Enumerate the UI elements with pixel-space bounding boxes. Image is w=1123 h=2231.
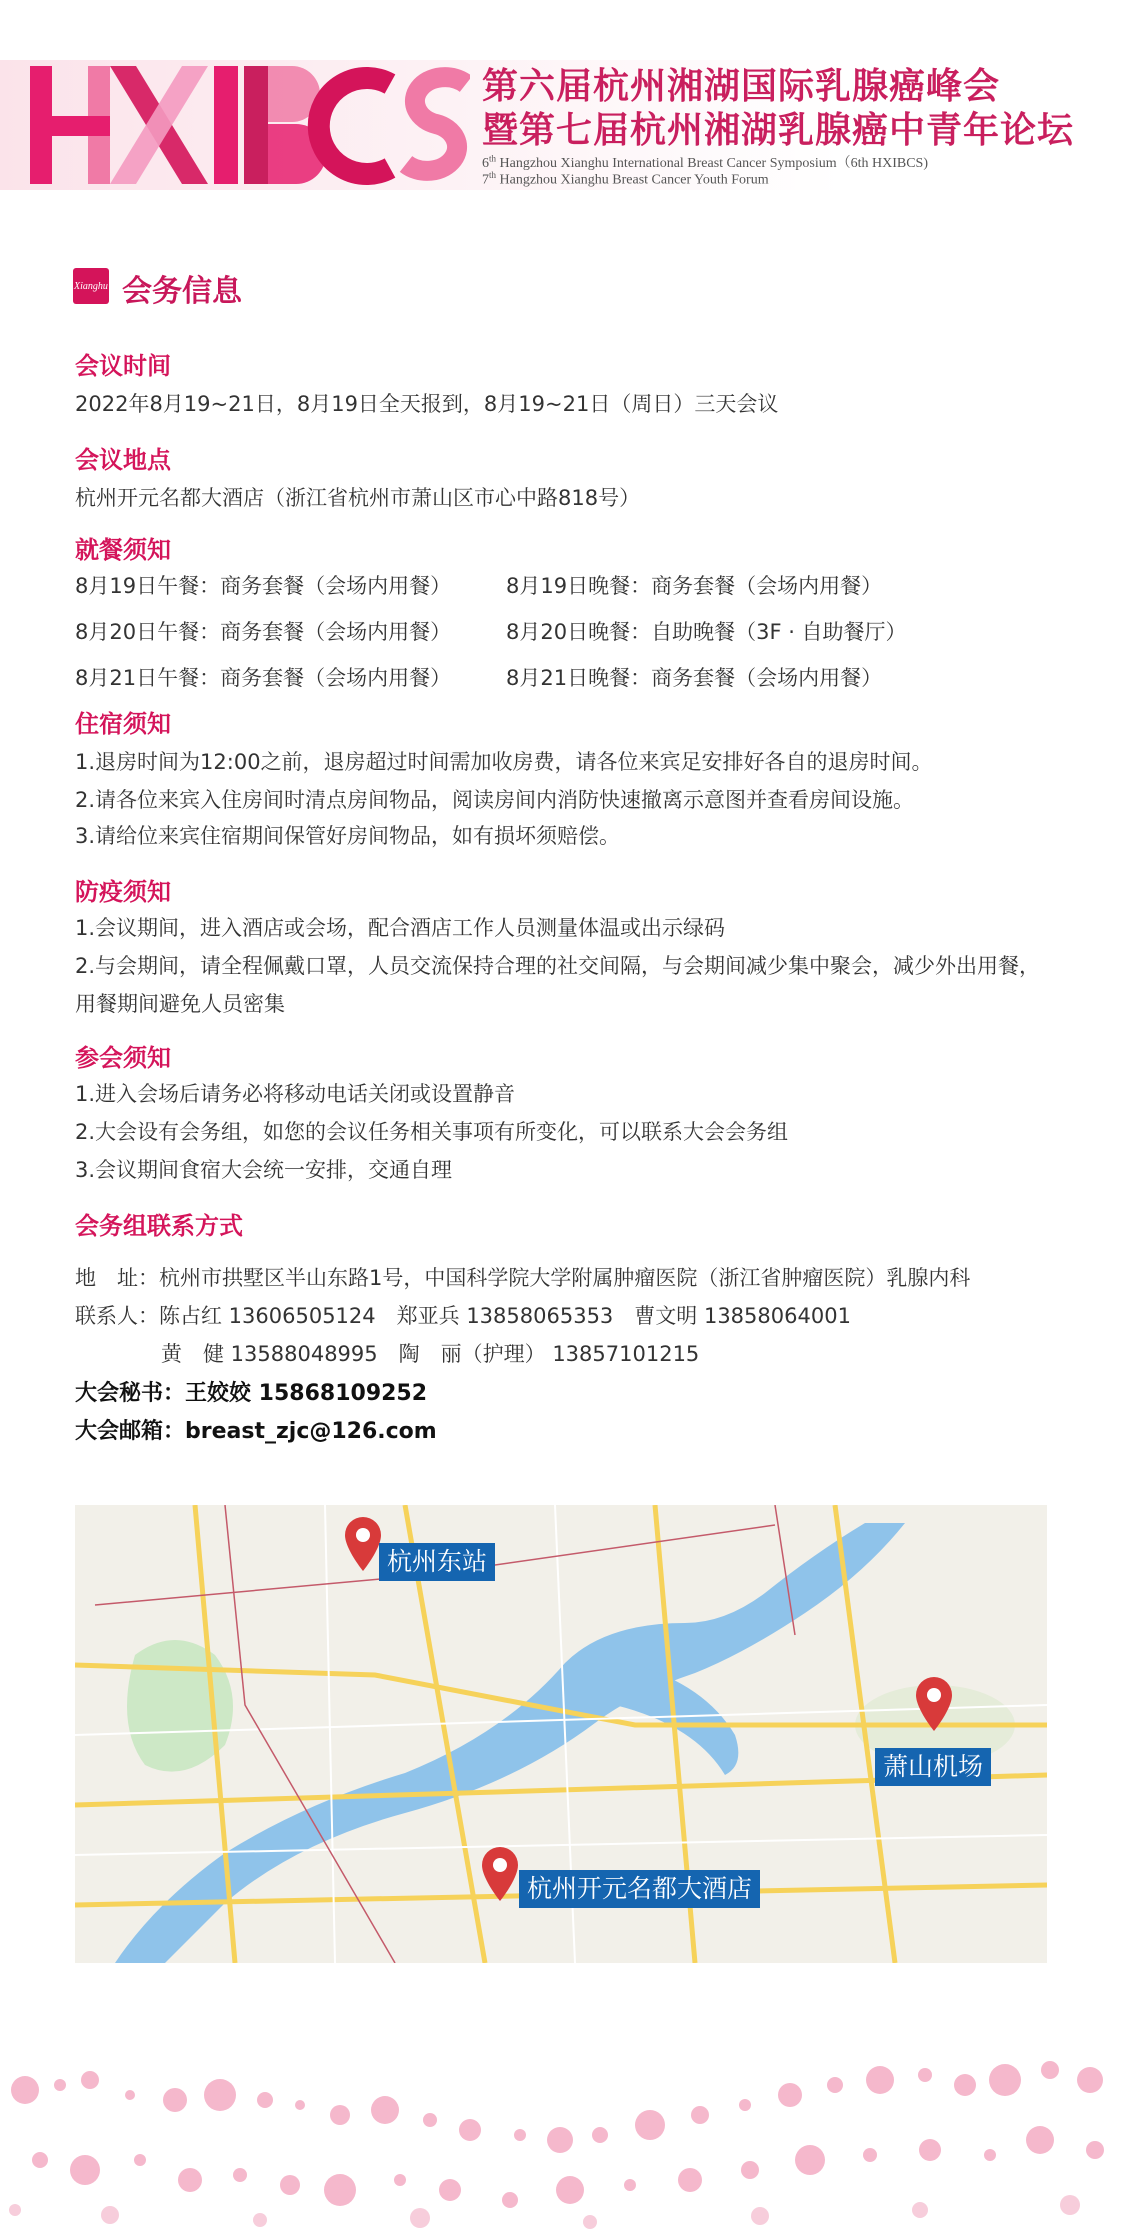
contact-people-line2: 黄 健 13588048995 陶 丽（护理） 13857101215 bbox=[161, 1342, 700, 1366]
dining-lunch-19: 8月19日午餐：商务套餐（会场内用餐） bbox=[75, 574, 452, 598]
xianghu-logo-icon: Xianghu bbox=[73, 268, 109, 304]
epidemic-item-2-cont: 用餐期间避免人员密集 bbox=[75, 992, 285, 1016]
contact-address: 地 址：杭州市拱墅区半山东路1号，中国科学院大学附属肿瘤医院（浙江省肿瘤医院）乳腺内科 bbox=[75, 1266, 971, 1290]
attendance-item-2: 2.大会设有会务组，如您的会议任务相关事项有所变化，可以联系大会会务组 bbox=[75, 1120, 789, 1144]
location-map bbox=[75, 1505, 1047, 1963]
dining-label: 就餐须知 bbox=[75, 536, 171, 564]
hotel-pin-icon bbox=[480, 1845, 520, 1905]
dining-dinner-19: 8月19日晚餐：商务套餐（会场内用餐） bbox=[506, 574, 883, 598]
airport-pin-icon bbox=[914, 1675, 954, 1735]
contact-email: 大会邮箱：breast_zjc@126.com bbox=[75, 1419, 437, 1444]
hotel-label: 杭州开元名都大酒店 bbox=[519, 1870, 760, 1908]
section-title: 会务信息 bbox=[122, 274, 242, 309]
meeting-time-label: 会议时间 bbox=[75, 352, 171, 380]
lodging-label: 住宿须知 bbox=[75, 710, 171, 738]
attendance-item-1: 1.进入会场后请务必将移动电话关闭或设置静音 bbox=[75, 1082, 516, 1106]
dining-lunch-20: 8月20日午餐：商务套餐（会场内用餐） bbox=[75, 620, 452, 644]
attendance-label: 参会须知 bbox=[75, 1044, 171, 1072]
contact-secretary: 大会秘书：王姣姣 15868109252 bbox=[75, 1381, 428, 1406]
title-cn-line2: 暨第七届杭州湘湖乳腺癌中青年论坛 bbox=[482, 109, 1075, 151]
airport-label: 萧山机场 bbox=[875, 1748, 991, 1786]
lodging-item-1: 1.退房时间为12:00之前，退房超过时间需加收房费，请各位来宾足安排好各自的退房时间。 bbox=[75, 750, 933, 774]
dining-dinner-21: 8月21日晚餐：商务套餐（会场内用餐） bbox=[506, 666, 883, 690]
meeting-time-text: 2022年8月19~21日，8月19日全天报到，8月19~21日（周日）三天会议 bbox=[75, 392, 779, 416]
hxibcs-logo bbox=[30, 62, 470, 190]
venue-text: 杭州开元名都大酒店（浙江省杭州市萧山区市心中路818号） bbox=[75, 486, 641, 510]
epidemic-item-2: 2.与会期间，请全程佩戴口罩，人员交流保持合理的社交间隔，与会期间减少集中聚会，减少外出用餐， bbox=[75, 954, 1041, 978]
lodging-item-2: 2.请各位来宾入住房间时清点房间物品，阅读房间内消防快速撤离示意图并查看房间设施。 bbox=[75, 788, 915, 812]
venue-label: 会议地点 bbox=[75, 446, 171, 474]
decorative-dots bbox=[0, 2040, 1123, 2231]
epidemic-label: 防疫须知 bbox=[75, 878, 171, 906]
title-en-line2: 7th Hangzhou Xianghu Breast Cancer Youth Forum bbox=[482, 170, 769, 188]
east-station-label: 杭州东站 bbox=[379, 1543, 495, 1581]
lodging-item-3: 3.请给位来宾住宿期间保管好房间物品，如有损坏须赔偿。 bbox=[75, 824, 621, 848]
title-en-line1: 6th Hangzhou Xianghu International Breast Cancer Symposium（6th HXIBCS) bbox=[482, 153, 928, 171]
dining-lunch-21: 8月21日午餐：商务套餐（会场内用餐） bbox=[75, 666, 452, 690]
attendance-item-3: 3.会议期间食宿大会统一安排，交通自理 bbox=[75, 1158, 453, 1182]
east-station-pin-icon bbox=[343, 1515, 383, 1575]
title-cn-line1: 第六届杭州湘湖国际乳腺癌峰会 bbox=[482, 65, 1001, 107]
contact-label: 会务组联系方式 bbox=[75, 1212, 243, 1240]
contact-people-line1: 联系人：陈占红 13606505124 郑亚兵 13858065353 曹文明 13858064001 bbox=[75, 1304, 851, 1328]
epidemic-item-1: 1.会议期间，进入酒店或会场，配合酒店工作人员测量体温或出示绿码 bbox=[75, 916, 726, 940]
dining-dinner-20: 8月20日晚餐：自助晚餐（3F · 自助餐厅） bbox=[506, 620, 907, 644]
